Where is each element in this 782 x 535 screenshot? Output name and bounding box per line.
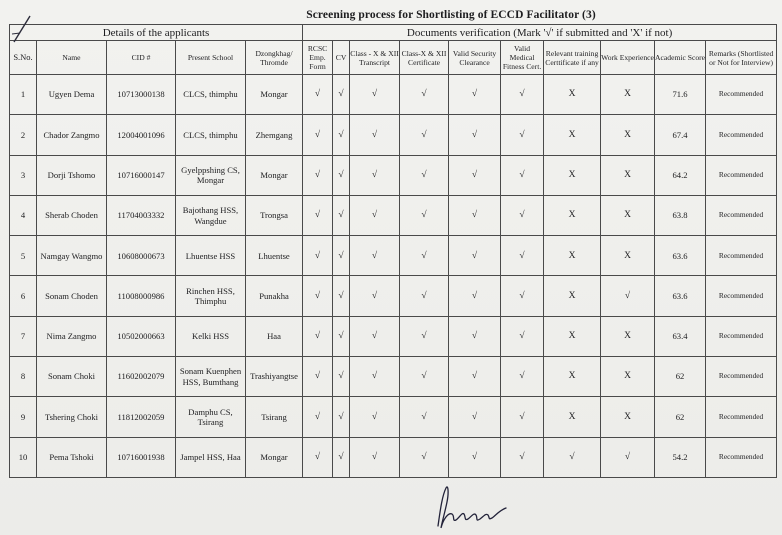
cid-cell: 11008000986 xyxy=(107,276,176,316)
medical-header: Valid Medical Fitness Cert. xyxy=(501,41,544,75)
score-cell: 71.6 xyxy=(655,75,706,115)
sno-cell: 4 xyxy=(10,195,37,235)
transcript-cell: √ xyxy=(350,397,400,437)
certificate-cell: √ xyxy=(400,115,449,155)
training-cell: X xyxy=(544,316,601,356)
medical-cell: √ xyxy=(501,316,544,356)
dzongkhag-cell: Trongsa xyxy=(246,195,303,235)
cid-cell: 10502000663 xyxy=(107,316,176,356)
rcsc-cell: √ xyxy=(303,155,333,195)
dzongkhag-cell: Haa xyxy=(246,316,303,356)
cv-cell: √ xyxy=(333,276,350,316)
school-cell: Sonam Kuenphen HSS, Bumthang xyxy=(176,357,246,397)
school-cell: Bajothang HSS, Wangdue xyxy=(176,195,246,235)
screening-table xyxy=(9,24,777,478)
rcsc-cell: √ xyxy=(303,357,333,397)
school-cell: Damphu CS, Tsirang xyxy=(176,397,246,437)
cv-cell: √ xyxy=(333,316,350,356)
table-row xyxy=(10,236,777,276)
remarks-cell: Recommended xyxy=(706,195,777,235)
security-cell: √ xyxy=(449,155,501,195)
rcsc-cell: √ xyxy=(303,236,333,276)
remarks-cell: Recommended xyxy=(706,236,777,276)
work-cell: X xyxy=(601,397,655,437)
remarks-cell: Recommended xyxy=(706,316,777,356)
school-cell: Gyelppshing CS, Mongar xyxy=(176,155,246,195)
score-cell: 64.2 xyxy=(655,155,706,195)
certificate-cell: √ xyxy=(400,357,449,397)
cv-cell: √ xyxy=(333,115,350,155)
training-cell: X xyxy=(544,357,601,397)
rcsc-cell: √ xyxy=(303,397,333,437)
cid-cell: 10713000138 xyxy=(107,75,176,115)
work-cell: √ xyxy=(601,437,655,477)
transcript-cell: √ xyxy=(350,276,400,316)
name-cell: Dorji Tshomo xyxy=(37,155,107,195)
table-row xyxy=(10,195,777,235)
sno-cell: 8 xyxy=(10,357,37,397)
medical-cell: √ xyxy=(501,75,544,115)
security-cell: √ xyxy=(449,236,501,276)
work-cell: X xyxy=(601,236,655,276)
certificate-cell: √ xyxy=(400,236,449,276)
certificate-cell: √ xyxy=(400,75,449,115)
school-header: Present School xyxy=(176,41,246,75)
work-cell: X xyxy=(601,75,655,115)
cid-header: CID # xyxy=(107,41,176,75)
sno-cell: 9 xyxy=(10,397,37,437)
cid-cell: 12004001096 xyxy=(107,115,176,155)
cid-cell: 10716000147 xyxy=(107,155,176,195)
score-cell: 63.6 xyxy=(655,276,706,316)
certificate-header: Class-X & XII Certificate xyxy=(400,41,449,75)
medical-cell: √ xyxy=(501,397,544,437)
certificate-cell: √ xyxy=(400,195,449,235)
transcript-header: Class - X & XII Transcript xyxy=(350,41,400,75)
cid-cell: 10716001938 xyxy=(107,437,176,477)
training-cell: √ xyxy=(544,437,601,477)
name-header: Name xyxy=(37,41,107,75)
cv-cell: √ xyxy=(333,437,350,477)
rcsc-cell: √ xyxy=(303,316,333,356)
transcript-cell: √ xyxy=(350,115,400,155)
table-row xyxy=(10,397,777,437)
transcript-cell: √ xyxy=(350,155,400,195)
school-cell: Rinchen HSS, Thimphu xyxy=(176,276,246,316)
sno-cell: 1 xyxy=(10,75,37,115)
training-header: Relevant training Certtificate if any xyxy=(544,41,601,75)
school-cell: Lhuentse HSS xyxy=(176,236,246,276)
school-cell: CLCS, thimphu xyxy=(176,75,246,115)
column-header-row xyxy=(10,41,777,75)
sno-cell: 5 xyxy=(10,236,37,276)
dzongkhag-cell: Mongar xyxy=(246,75,303,115)
cv-header: CV xyxy=(333,41,350,75)
medical-cell: √ xyxy=(501,276,544,316)
medical-cell: √ xyxy=(501,115,544,155)
remarks-cell: Recommended xyxy=(706,357,777,397)
name-cell: Nima Zangmo xyxy=(37,316,107,356)
cv-cell: √ xyxy=(333,236,350,276)
name-cell: Tshering Choki xyxy=(37,397,107,437)
table-row xyxy=(10,276,777,316)
rcsc-cell: √ xyxy=(303,276,333,316)
document-title: Screening process for Shortlisting of ECCD Facilitator (3) xyxy=(306,9,596,21)
table-row xyxy=(10,75,777,115)
cv-cell: √ xyxy=(333,397,350,437)
cid-cell: 11704003332 xyxy=(107,195,176,235)
table-row xyxy=(10,316,777,356)
dzongkhag-cell: Trashiyangtse xyxy=(246,357,303,397)
score-cell: 63.4 xyxy=(655,316,706,356)
table-row xyxy=(10,155,777,195)
dzongkhag-cell: Zhemgang xyxy=(246,115,303,155)
sno-cell: 6 xyxy=(10,276,37,316)
rcsc-header: RCSC Emp. Form xyxy=(303,41,333,75)
sno-cell: 3 xyxy=(10,155,37,195)
name-cell: Sonam Choden xyxy=(37,276,107,316)
dzongkhag-cell: Mongar xyxy=(246,437,303,477)
score-header: Academic Score xyxy=(655,41,706,75)
work-cell: X xyxy=(601,357,655,397)
work-cell: √ xyxy=(601,276,655,316)
training-cell: X xyxy=(544,276,601,316)
training-cell: X xyxy=(544,236,601,276)
score-cell: 62 xyxy=(655,357,706,397)
security-cell: √ xyxy=(449,276,501,316)
score-cell: 63.8 xyxy=(655,195,706,235)
medical-cell: √ xyxy=(501,236,544,276)
applicants-group-header: Details of the applicants xyxy=(10,25,303,41)
dzongkhag-cell: Punakha xyxy=(246,276,303,316)
name-cell: Pema Tshoki xyxy=(37,437,107,477)
security-cell: √ xyxy=(449,437,501,477)
table-row xyxy=(10,357,777,397)
remarks-header: Remarks (Shortlisted or Not for Interview) xyxy=(706,41,777,75)
sno-cell: 2 xyxy=(10,115,37,155)
transcript-cell: √ xyxy=(350,75,400,115)
name-cell: Sherab Choden xyxy=(37,195,107,235)
name-cell: Chador Zangmo xyxy=(37,115,107,155)
dzongkhag-header: Dzongkhag/ Thromde xyxy=(246,41,303,75)
score-cell: 62 xyxy=(655,397,706,437)
medical-cell: √ xyxy=(501,155,544,195)
security-cell: √ xyxy=(449,75,501,115)
rcsc-cell: √ xyxy=(303,115,333,155)
work-cell: X xyxy=(601,316,655,356)
cv-cell: √ xyxy=(333,357,350,397)
cv-cell: √ xyxy=(333,75,350,115)
dzongkhag-cell: Mongar xyxy=(246,155,303,195)
security-cell: √ xyxy=(449,397,501,437)
cid-cell: 11812002059 xyxy=(107,397,176,437)
score-cell: 54.2 xyxy=(655,437,706,477)
table-row xyxy=(10,115,777,155)
training-cell: X xyxy=(544,75,601,115)
work-header: Work Experience xyxy=(601,41,655,75)
cv-cell: √ xyxy=(333,195,350,235)
table-body xyxy=(10,75,777,478)
table-row xyxy=(10,437,777,477)
docs-group-header: Documents verification (Mark '√' if submitted and 'X' if not) xyxy=(303,25,777,41)
security-cell: √ xyxy=(449,357,501,397)
certificate-cell: √ xyxy=(400,155,449,195)
training-cell: X xyxy=(544,195,601,235)
school-cell: CLCS, thimphu xyxy=(176,115,246,155)
name-cell: Ugyen Dema xyxy=(37,75,107,115)
sno-cell: 10 xyxy=(10,437,37,477)
security-cell: √ xyxy=(449,316,501,356)
name-cell: Namgay Wangmo xyxy=(37,236,107,276)
certificate-cell: √ xyxy=(400,316,449,356)
certificate-cell: √ xyxy=(400,397,449,437)
work-cell: X xyxy=(601,115,655,155)
remarks-cell: Recommended xyxy=(706,155,777,195)
rcsc-cell: √ xyxy=(303,75,333,115)
work-cell: X xyxy=(601,195,655,235)
cid-cell: 10608000673 xyxy=(107,236,176,276)
certificate-cell: √ xyxy=(400,276,449,316)
remarks-cell: Recommended xyxy=(706,397,777,437)
school-cell: Kelki HSS xyxy=(176,316,246,356)
transcript-cell: √ xyxy=(350,195,400,235)
name-cell: Sonam Choki xyxy=(37,357,107,397)
training-cell: X xyxy=(544,155,601,195)
security-header: Valid Security Clearance xyxy=(449,41,501,75)
cv-cell: √ xyxy=(333,155,350,195)
medical-cell: √ xyxy=(501,357,544,397)
security-cell: √ xyxy=(449,195,501,235)
rcsc-cell: √ xyxy=(303,195,333,235)
remarks-cell: Recommended xyxy=(706,75,777,115)
work-cell: X xyxy=(601,155,655,195)
dzongkhag-cell: Tsirang xyxy=(246,397,303,437)
sno-header: S.No. xyxy=(10,41,37,75)
security-cell: √ xyxy=(449,115,501,155)
medical-cell: √ xyxy=(501,195,544,235)
transcript-cell: √ xyxy=(350,357,400,397)
training-cell: X xyxy=(544,115,601,155)
score-cell: 67.4 xyxy=(655,115,706,155)
sno-cell: 7 xyxy=(10,316,37,356)
signature-icon xyxy=(430,482,520,532)
medical-cell: √ xyxy=(501,437,544,477)
cid-cell: 11602002079 xyxy=(107,357,176,397)
school-cell: Jampel HSS, Haa xyxy=(176,437,246,477)
certificate-cell: √ xyxy=(400,437,449,477)
score-cell: 63.6 xyxy=(655,236,706,276)
transcript-cell: √ xyxy=(350,316,400,356)
transcript-cell: √ xyxy=(350,236,400,276)
remarks-cell: Recommended xyxy=(706,437,777,477)
remarks-cell: Recommended xyxy=(706,115,777,155)
dzongkhag-cell: Lhuentse xyxy=(246,236,303,276)
transcript-cell: √ xyxy=(350,437,400,477)
training-cell: X xyxy=(544,397,601,437)
rcsc-cell: √ xyxy=(303,437,333,477)
remarks-cell: Recommended xyxy=(706,276,777,316)
